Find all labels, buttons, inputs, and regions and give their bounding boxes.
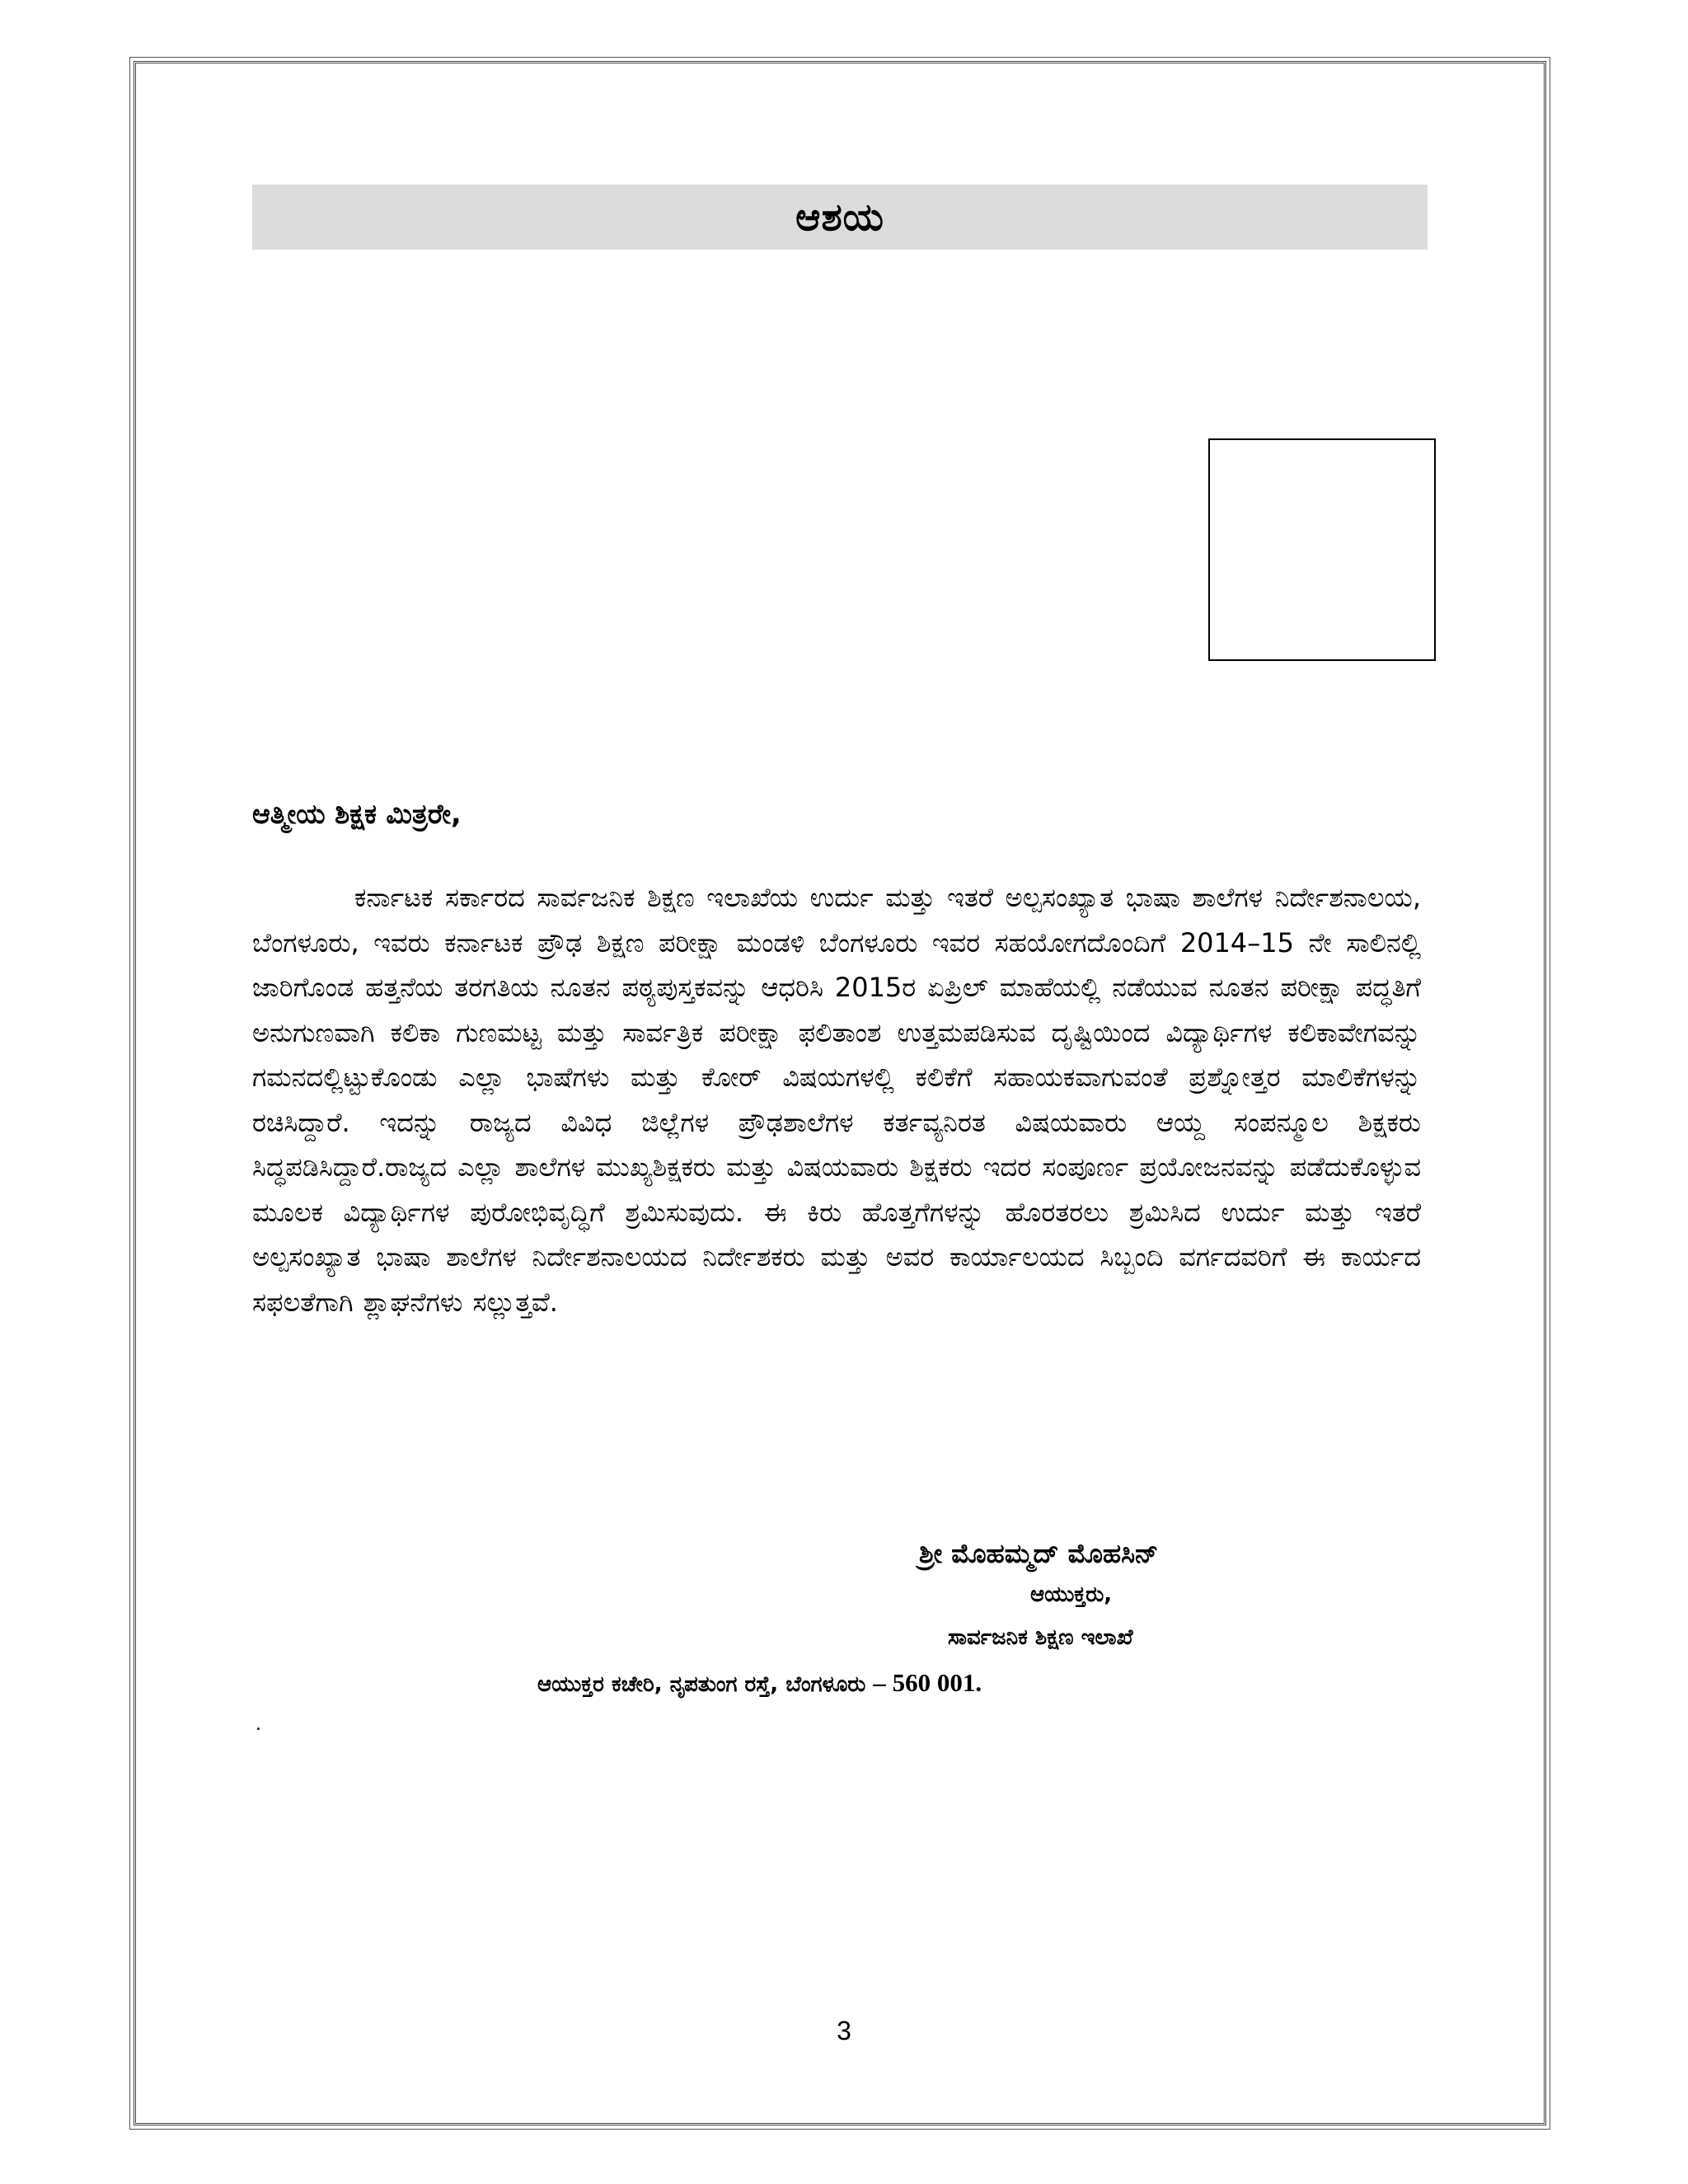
signatory-role: ಆಯುಕ್ತರು, [1030,1582,1113,1607]
stray-mark: . [256,1714,261,1735]
title-band [252,185,1428,250]
letter-body: ಕರ್ನಾಟಕ ಸರ್ಕಾರದ ಸಾರ್ವಜನಿಕ ಶಿಕ್ಷಣ ಇಲಾಖೆಯ ಉರ್ದು ಮತ್ತು ಇತರೆ ಅಲ್ಪಸಂಖ್ಯಾತ ಭಾಷಾ ಶಾಲೆಗಳ ನಿರ್ದೇಶನಾಲಯ, ಬೆಂಗಳೂರು, ಇವರು ಕರ್ನಾಟಕ ಪ್ರೌಢ ಶಿಕ್ಷಣ ಪರೀಕ್ಷಾ ಮಂಡಳಿ ಬೆಂಗಳೂರು ಇವರ ಸಹಯೋಗದೊಂದಿಗೆ 2014–15 ನೇ ಸಾಲಿನಲ್ಲಿ ಜಾರಿಗೊಂಡ ಹತ್ತನೆಯ ತರಗತಿಯ ನೂತನ ಪಠ್ಯಪುಸ್ತಕವನ್ನು ಆಧರಿಸಿ 2015ರ ಏಪ್ರಿಲ್ ಮಾಹೆಯಲ್ಲಿ ನಡೆಯುವ ನೂತನ ಪರೀಕ್ಷಾ ಪದ್ಧತಿಗೆ ಅನುಗುಣವಾಗಿ ಕಲಿಕಾ ಗುಣಮಟ್ಟ ಮತ್ತು ಸಾರ್ವತ್ರಿಕ ಪರೀಕ್ಷಾ ಫಲಿತಾಂಶ ಉತ್ತಮಪಡಿಸುವ ದೃಷ್ಟಿಯಿಂದ ವಿದ್ಯಾರ್ಥಿಗಳ ಕಲಿಕಾವೇಗವನ್ನು ಗಮನದಲ್ಲಿಟ್ಟುಕೊಂಡು ಎಲ್ಲಾ ಭಾಷೆಗಳು ಮತ್ತು ಕೋರ್ ವಿಷಯಗಳಲ್ಲಿ ಕಲಿಕೆಗೆ ಸಹಾಯಕವಾಗುವಂತೆ ಪ್ರಶ್ನೋತ್ತರ ಮಾಲಿಕೆಗಳನ್ನು ರಚಿಸಿದ್ದಾರೆ. ಇದನ್ನು ರಾಜ್ಯದ ವಿವಿಧ ಜಿಲ್ಲೆಗಳ ಪ್ರೌಢಶಾಲೆಗಳ ಕರ್ತವ್ಯನಿರತ ವಿಷಯವಾರು ಆಯ್ದ ಸಂಪನ್ಮೂಲ ಶಿಕ್ಷಕರು ಸಿದ್ಧಪಡಿಸಿದ್ದಾರೆ.ರಾಜ್ಯದ ಎಲ್ಲಾ ಶಾಲೆಗಳ ಮುಖ್ಯಶಿಕ್ಷಕರು ಮತ್ತು ವಿಷಯವಾರು ಶಿಕ್ಷಕರು ಇದರ ಸಂಪೂರ್ಣ ಪ್ರಯೋಜನವನ್ನು ಪಡೆದುಕೊಳ್ಳುವ ಮೂಲಕ ವಿದ್ಯಾರ್ಥಿಗಳ ಪುರೋಭಿವೃದ್ಧಿಗೆ ಶ್ರಮಿಸುವುದು. ಈ ಕಿರು ಹೊತ್ತಗೆಗಳನ್ನು ಹೊರತರಲು ಶ್ರಮಿಸಿದ ಉರ್ದು ಮತ್ತು ಇತರೆ ಅಲ್ಪಸಂಖ್ಯಾತ ಭಾಷಾ ಶಾಲೆಗಳ ನಿರ್ದೇಶನಾಲಯದ ನಿರ್ದೇಶಕರು ಮತ್ತು ಅವರ ಕಾರ್ಯಾಲಯದ ಸಿಬ್ಬಂದಿ ವರ್ಗದವರಿಗೆ ಈ ಕಾರ್ಯದ ಸಫಲತೆಗಾಗಿ ಶ್ಲಾಘನೆಗಳು ಸಲ್ಲುತ್ತವೆ. [252,882,1421,1318]
office-address [537,1668,982,1698]
signatory-name: ಶ್ರೀ ಮೊಹಮ್ಮದ್ ಮೊಹಸಿನ್ [919,1538,1159,1569]
page-number: 3 [837,2016,851,2046]
address-pincode: – 560 001. [873,1668,982,1697]
photo-placeholder [1208,438,1436,661]
address-text: ಆಯುಕ್ತರ ಕಚೇರಿ, ನೃಪತುಂಗ ರಸ್ತೆ, ಬೆಂಗಳೂರು [537,1672,866,1697]
page-title: ಆಶಯ [795,194,884,239]
salutation: ಆತ್ಮೀಯ ಶಿಕ್ಷಕ ಮಿತ್ರರೇ, [252,798,462,830]
signatory-department: ಸಾರ್ವಜನಿಕ ಶಿಕ್ಷಣ ಇಲಾಖೆ [948,1625,1133,1650]
